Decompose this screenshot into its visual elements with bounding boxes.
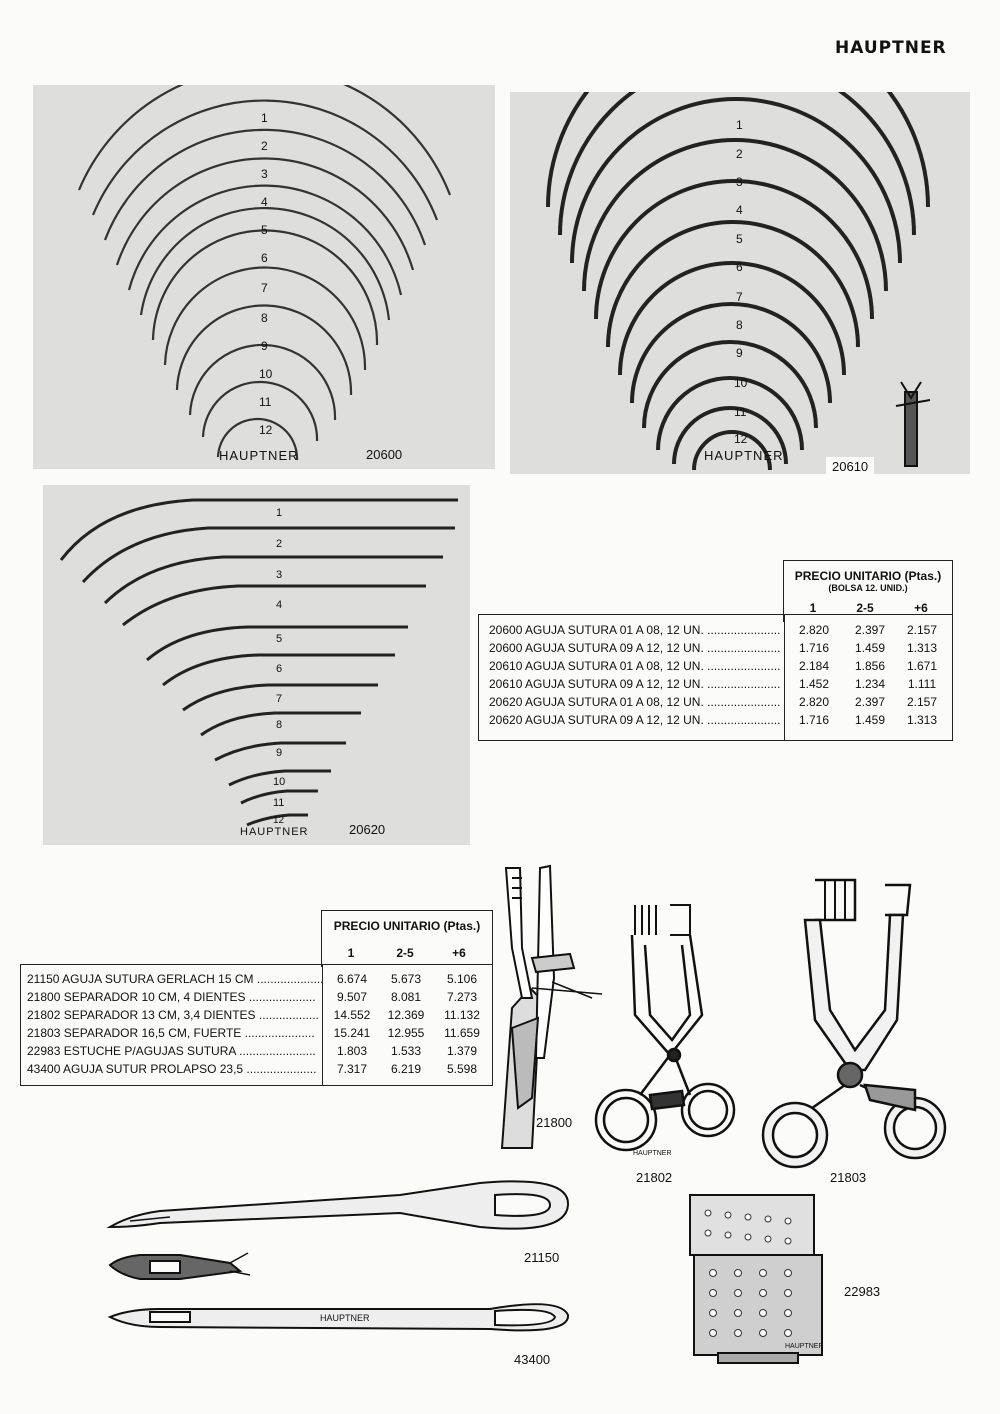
needle-label: 4 <box>261 195 268 209</box>
price-cell: 15.241 <box>333 1026 371 1040</box>
price-cell: 1.716 <box>798 713 830 727</box>
row-desc: 21150 AGUJA SUTURA GERLACH 15 CM .................... <box>27 972 324 986</box>
needle-label: 7 <box>736 290 743 304</box>
needle-label: 5 <box>736 232 743 246</box>
table-row <box>21 1062 492 1079</box>
price-cell: 14.552 <box>333 1008 371 1022</box>
table-row <box>21 972 492 989</box>
row-desc: 22983 ESTUCHE P/AGUJAS SUTURA ....................... <box>27 1044 316 1058</box>
needle-label: 3 <box>276 569 283 581</box>
needle-detail <box>896 382 930 466</box>
needle-photo-20610 <box>510 92 970 474</box>
price-cell: 1.452 <box>798 677 830 691</box>
needle-label: 4 <box>736 203 743 217</box>
price-cell: 2.184 <box>798 659 830 673</box>
price-cell: 5.106 <box>446 972 478 986</box>
product-code: 21800 <box>536 1115 573 1130</box>
row-desc: 20600 AGUJA SUTURA 09 A 12, 12 UN. ...................... <box>489 641 781 655</box>
price-cell: 5.673 <box>390 972 422 986</box>
price-cell: 1.111 <box>907 677 937 691</box>
row-desc: 20620 AGUJA SUTURA 01 A 08, 12 UN. ...................... <box>489 695 781 709</box>
price-cell: 1.313 <box>906 713 938 727</box>
price-header-title: PRECIO UNITARIO (Ptas.) <box>333 919 481 933</box>
needle-label: 2 <box>261 139 268 153</box>
product-code: 22983 <box>844 1284 881 1299</box>
table-row <box>21 1044 492 1061</box>
price-cell: 6.219 <box>390 1062 422 1076</box>
price-cell: 2.157 <box>906 623 938 637</box>
price-table-instruments <box>20 910 493 1086</box>
price-cell: 1.671 <box>906 659 938 673</box>
price-cell: 2.397 <box>854 695 886 709</box>
prolapse-needle-43400-drawing <box>100 1295 580 1355</box>
drawing-brand: HAUPTNER <box>785 1343 824 1350</box>
row-desc: 20600 AGUJA SUTURA 01 A 08, 12 UN. ...................... <box>489 623 781 637</box>
price-cell: 6.674 <box>336 972 368 986</box>
needle-label: 12 <box>259 423 273 437</box>
price-cell: 1.459 <box>854 641 886 655</box>
needle-label: 4 <box>276 599 283 611</box>
price-cell: 2.820 <box>798 623 830 637</box>
needle-photo-20600 <box>33 85 495 469</box>
table-row <box>21 1008 492 1025</box>
needle-label: 7 <box>276 693 283 705</box>
product-code: 20620 <box>349 822 386 837</box>
col-header: 2-5 <box>856 601 874 615</box>
photo-brand: HAUPTNER <box>704 448 784 463</box>
price-cell: 1.856 <box>854 659 886 673</box>
price-rows <box>20 964 492 1086</box>
price-cell: 1.716 <box>798 641 830 655</box>
table-row <box>479 623 952 640</box>
needle-label: 1 <box>261 111 268 125</box>
needle-label: 9 <box>736 346 743 360</box>
price-cell: 1.803 <box>336 1044 368 1058</box>
needle-label: 12 <box>734 432 748 446</box>
price-cell: 12.955 <box>387 1026 425 1040</box>
product-code: 21803 <box>830 1170 867 1185</box>
needle-label: 6 <box>261 251 268 265</box>
straight-curved-needles-image <box>43 485 470 845</box>
needle-label: 6 <box>736 260 743 274</box>
price-cell: 1.533 <box>390 1044 422 1058</box>
needle-label: 1 <box>276 507 283 519</box>
table-row <box>479 659 952 676</box>
needle-label: 10 <box>734 376 748 390</box>
needle-label: 3 <box>261 167 268 181</box>
price-header-title: PRECIO UNITARIO (Ptas.) <box>794 569 942 583</box>
needle-label: 8 <box>261 311 268 325</box>
col-header: +6 <box>914 601 928 615</box>
price-cell: 1.459 <box>854 713 886 727</box>
needle-label: 10 <box>273 776 286 788</box>
price-cell: 12.369 <box>387 1008 425 1022</box>
price-cell: 7.273 <box>446 990 478 1004</box>
table-row <box>479 641 952 658</box>
table-row <box>21 1026 492 1043</box>
needle-label: 11 <box>259 395 272 409</box>
needle-label: 2 <box>276 538 283 550</box>
needle-label: 9 <box>261 339 268 353</box>
price-cell: 1.234 <box>854 677 886 691</box>
product-code: 43400 <box>514 1352 551 1367</box>
price-cell: 2.820 <box>798 695 830 709</box>
product-code: 20610 <box>826 457 874 476</box>
price-cell: 8.081 <box>390 990 422 1004</box>
price-cell: 5.598 <box>446 1062 478 1076</box>
product-code: 21150 <box>524 1250 560 1265</box>
needle-label: 9 <box>276 747 283 759</box>
retractor-21802-drawing <box>590 895 745 1165</box>
row-desc: 20620 AGUJA SUTURA 09 A 12, 12 UN. ...................... <box>489 713 781 727</box>
needle-photo-20620 <box>43 485 470 845</box>
price-cell: 11.132 <box>444 1008 480 1022</box>
table-row <box>479 695 952 712</box>
drawing-brand: HAUPTNER <box>320 1313 370 1323</box>
price-cell: 11.659 <box>444 1026 480 1040</box>
table-row <box>21 990 492 1007</box>
needle-label: 11 <box>273 797 285 809</box>
row-desc: 21803 SEPARADOR 16,5 CM, FUERTE ..................... <box>27 1026 315 1040</box>
row-desc: 43400 AGUJA SUTUR PROLAPSO 23,5 ..................... <box>27 1062 317 1076</box>
needle-label: 3 <box>736 175 743 189</box>
gerlach-needle-21150-drawing <box>100 1175 580 1295</box>
col-header: +6 <box>452 946 466 960</box>
row-desc: 21800 SEPARADOR 10 CM, 4 DIENTES .................... <box>27 990 316 1004</box>
price-cell: 9.507 <box>336 990 368 1004</box>
needle-label: 8 <box>276 719 283 731</box>
price-cell: 1.313 <box>906 641 938 655</box>
product-code: 21802 <box>636 1170 673 1185</box>
needle-label: 5 <box>261 223 268 237</box>
col-header: 1 <box>809 601 817 615</box>
photo-brand: HAUPTNER <box>219 448 299 463</box>
needle-label: 7 <box>261 281 268 295</box>
needle-label: 5 <box>276 633 283 645</box>
table-row <box>479 677 952 694</box>
price-cell: 2.157 <box>906 695 938 709</box>
brand-logo: HAUPTNER <box>835 38 947 58</box>
price-header-subtitle: (BOLSA 12. UNID.) <box>828 583 908 593</box>
product-code: 20600 <box>366 447 403 462</box>
price-columns <box>321 944 491 966</box>
price-table-needles <box>478 560 953 741</box>
row-desc: 21802 SEPARADOR 13 CM, 3,4 DIENTES .................. <box>27 1008 319 1022</box>
col-header: 2-5 <box>396 946 414 960</box>
retractor-21803-drawing <box>755 870 955 1175</box>
row-desc: 20610 AGUJA SUTURA 09 A 12, 12 UN. ...................... <box>489 677 781 691</box>
table-row <box>479 713 952 730</box>
needle-label: 1 <box>736 118 743 132</box>
col-header: 1 <box>347 946 355 960</box>
needle-label: 6 <box>276 663 283 675</box>
row-desc: 20610 AGUJA SUTURA 01 A 08, 12 UN. ...................... <box>489 659 781 673</box>
needle-label: 8 <box>736 318 743 332</box>
price-rows <box>478 614 952 741</box>
drawing-brand: HAUPTNER <box>633 1150 672 1157</box>
needle-label: 10 <box>259 367 273 381</box>
needle-case-22983-drawing <box>688 1193 828 1368</box>
price-cell: 1.379 <box>446 1044 478 1058</box>
photo-brand: HAUPTNER <box>240 826 309 838</box>
needle-label: 12 <box>273 815 285 826</box>
needle-label: 11 <box>734 405 747 419</box>
price-cell: 2.397 <box>854 623 886 637</box>
needle-label: 2 <box>736 147 743 161</box>
price-cell: 7.317 <box>336 1062 368 1076</box>
